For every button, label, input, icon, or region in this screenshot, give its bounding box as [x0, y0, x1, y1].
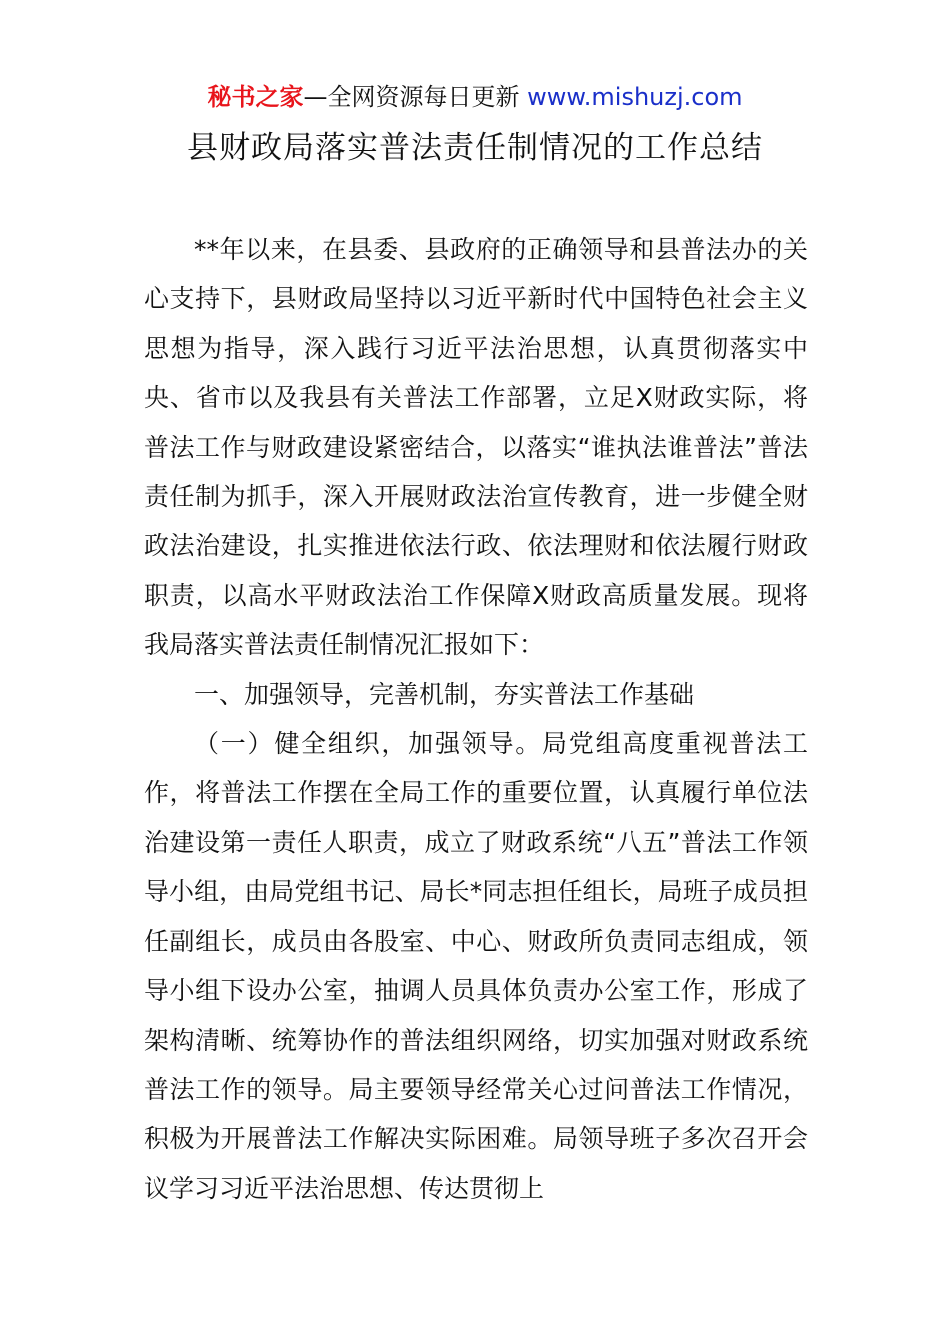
- brand-name: 秘书之家: [207, 83, 304, 111]
- header-banner: [0, 82, 950, 112]
- body-paragraph-intro: **年以来，在县委、县政府的正确领导和县普法办的关心支持下，县财政局坚持以习近平新时代中国特色社会主义思想为指导，深入践行习近平法治思想，认真贯彻落实中央、省市以及我县有关普法工作部署，立足X财政实际，将普法工作与财政建设紧密结合，以落实“谁执法谁普法”普法责任制为抓手，深入开展财政法治宣传教育，进一步健全财政法治建设，扎实推进依法行政、依法理财和依法履行财政职责，以高水平财政法治工作保障X财政高质量发展。现将我局落实普法责任制情况汇报如下：: [144, 235, 808, 660]
- body-paragraph-1-1: （一）健全组织，加强领导。局党组高度重视普法工作，将普法工作摆在全局工作的重要位置，认真履行单位法治建设第一责任人职责，成立了财政系统“八五”普法工作领导小组，由局党组书记、局长*同志担任组长，局班子成员担任副组长，成员由各股室、中心、财政所负责同志组成，领导小组下设办公室，抽调人员具体负责办公室工作，形成了架构清晰、统筹协作的普法组织网络，切实加强对财政系统普法工作的领导。局主要领导经常关心过问普法工作情况，积极为开展普法工作解决实际困难。局领导班子多次召开会议学习习近平法治思想、传达贯彻上: [144, 729, 808, 1203]
- site-url-link[interactable]: www.mishuzj.com: [527, 83, 743, 111]
- document-body: [144, 225, 808, 1213]
- section-heading-1: 一、加强领导，完善机制，夯实普法工作基础: [194, 679, 695, 709]
- document-title: 县财政局落实普法责任制情况的工作总结: [187, 130, 763, 166]
- header-slogan: —全网资源每日更新: [303, 83, 528, 111]
